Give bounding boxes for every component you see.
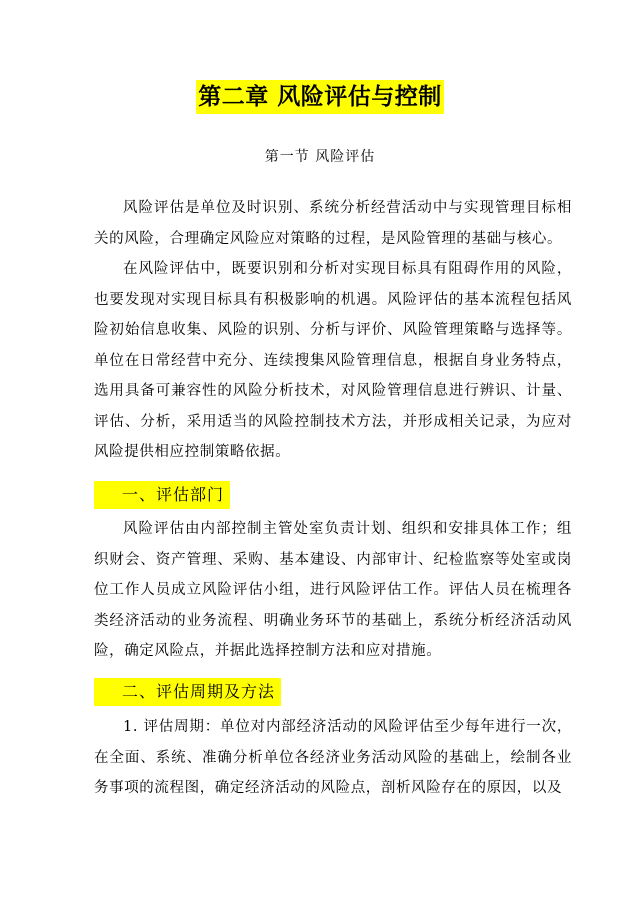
chapter-title-block [0,80,640,114]
part2-text [94,712,572,804]
intro-paragraph-1: 风险评估是单位及时识别、系统分析经营活动中与实现管理目标相关的风险，合理确定风险应对策略的过程，是风险管理的基础与核心。 [94,200,572,247]
intro-paragraph-2: 在风险评估中，既要识别和分析对实现目标具有阻碍作用的风险，也要发现对实现目标具有积极影响的机遇。风险评估的基本流程包括风险初始信息收集、风险的识别、分析与评价、风险管理策略与选择等。单位在日常经营中充分、连续搜集风险管理信息，根据自身业务特点，选用具备可兼容性的风险分析技术，对风险管理信息进行辨识、计量、评估、分析，采用适当的风险控制技术方法，并形成相关记录，为应对风险提供相应控制策略依据。 [94,261,572,460]
intro-text [94,193,572,468]
part1-text [94,514,572,667]
part2-paragraph-1: 1. 评估周期：单位对内部经济活动的风险评估至少每年进行一次，在全面、系统、准确分析单位各经济业务活动风险的基础上，绘制各业务事项的流程图，确定经济活动的风险点，剖析风险存在的原因，以及 [94,719,572,796]
part2-heading-block [94,678,281,706]
section-title: 第一节 风险评估 [264,149,376,165]
part1-heading: 一、评估部门 [94,481,230,509]
chapter-title: 第二章 风险评估与控制 [196,80,444,114]
part1-paragraph-1: 风险评估由内部控制主管处室负责计划、组织和安排具体工作；组织财会、资产管理、采购、基本建设、内部审计、纪检监察等处室或岗位工作人员成立风险评估小组，进行风险评估工作。评估人员在梳理各类经济活动的业务流程、明确业务环节的基础上，系统分析经济活动风险，确定风险点，并据此选择控制方法和应对措施。 [94,521,572,659]
part2-heading: 二、评估周期及方法 [94,678,281,706]
part1-heading-block [94,481,230,509]
